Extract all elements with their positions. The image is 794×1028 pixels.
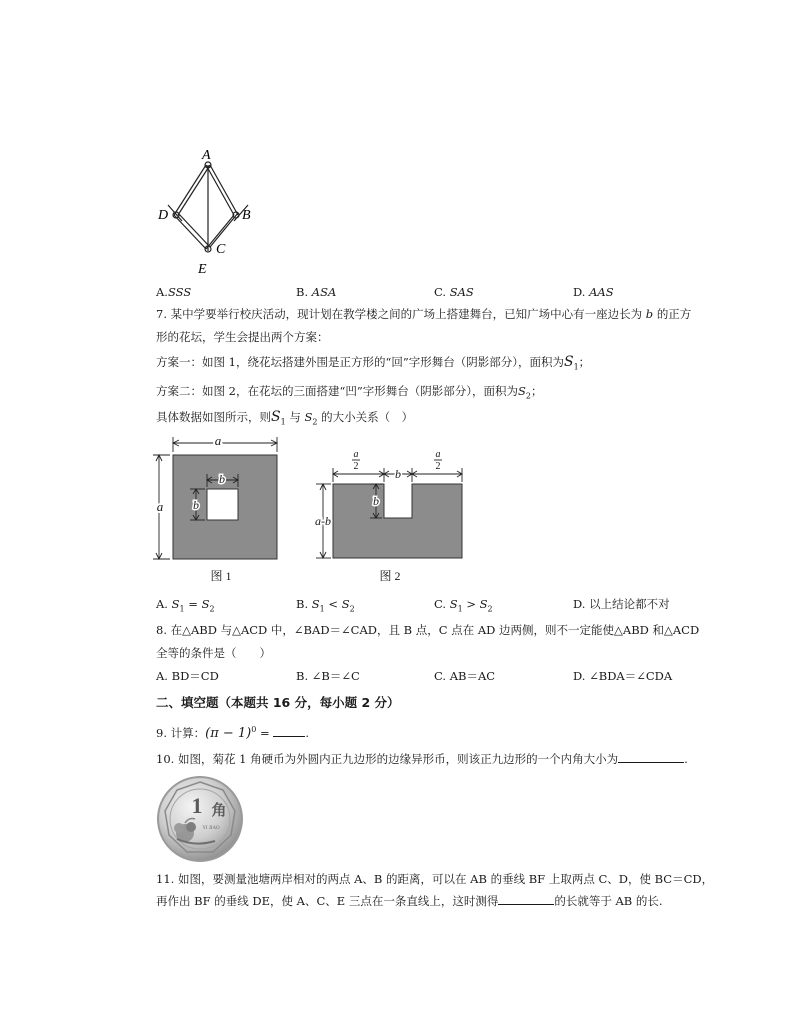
q6-option-d[interactable]: D. AAS [573,285,614,299]
fig2-label-b-left: b [373,494,379,508]
fig1-label-b-left: b [193,498,199,512]
q9: 9. 计算：$(\pi - 1)^0$ = . [156,725,309,741]
q7-plan2: 方案二：如图 2，在花坛的三面搭建“凹”字形舞台（阴影部分），面积为$S_2$； [156,384,543,401]
q6-option-b[interactable]: B. ASA [296,285,337,299]
q9-answer-blank[interactable] [273,725,305,737]
q7-line1: 7. 某中学要举行校庆活动，现计划在教学楼之间的广场上搭建舞台，已知广场中心有一座边长为 b 的正方 [156,307,692,321]
vertex-label-e: E [198,262,207,277]
q7-plan1: 方案一：如图 1，绕花坛搭建外围是正方形的“回”字形舞台（阴影部分），面积为$S_1$； [156,354,591,372]
coin-unit: 角 [211,803,227,819]
q8-option-a[interactable]: A. BD＝CD [156,669,219,683]
q8-line2: 全等的条件是（ ） [156,646,271,660]
fig1-caption: 图 1 [210,569,232,583]
fig2-half-num-left: a [353,452,359,460]
q7-option-d[interactable]: D. 以上结论都不对 [573,597,670,611]
q7-option-c[interactable]: C. $S_1 > S_2$ [434,597,493,614]
vertex-label-b: B [242,208,251,223]
q11-answer-blank[interactable] [498,893,554,905]
q7-line2: 形的花坛，学生会提出两个方案： [156,330,329,344]
fig1-label-a-left: a [156,499,164,514]
figure-2 [306,452,466,588]
q7-question: 具体数据如图所示，则$S_1$ 与 $S_2$ 的大小关系（ ） [156,409,414,427]
vertex-label-d: D [158,208,169,223]
q7-option-b[interactable]: B. $S_1 < S_2$ [296,597,355,614]
fig2-label-a-minus-b: a-b [315,514,331,528]
q11-line2: 再作出 BF 的垂线 DE，使 A、C、E 三点在一条直线上，这时测得 的长就等于 AB 的长. [156,894,663,908]
fig1-label-a-top: a [214,433,222,448]
figure-1 [150,432,285,590]
vertex-label-c: C [216,242,226,257]
q6-option-a[interactable]: A.SSS [156,285,192,299]
fig2-half-num-right: a [435,452,441,460]
fig2-caption: 图 2 [379,569,401,583]
fig2-label-b-top: b [395,467,401,481]
q11-line1: 11. 如图，要测量池塘两岸相对的两点 A、B 的距离，可以在 AB 的垂线 BF 上取两点 C、D，使 BC＝CD， [156,872,714,886]
q10-answer-blank[interactable] [618,751,684,763]
coin-denomination: 1 [191,793,203,818]
section-heading-fill-in: 二、填空题（本题共 16 分，每小题 2 分） [156,695,400,710]
q8-option-c[interactable]: C. AB＝AC [434,669,496,683]
q8-line1: 8. 在△ABD 与△ACD 中，∠BAD＝∠CAD，且 B 点，C 点在 AD 边两侧，则不一定能使△ABD 和△ACD [156,623,700,637]
q10: 10. 如图，菊花 1 角硬币为外圆内正九边形的边缘异形币，则该正九边形的一个内角大小为 . [156,752,688,766]
coin-pinyin: YI JIAO [202,826,220,831]
q7-option-a[interactable]: A. $S_1 = S_2$ [156,597,215,614]
fig2-half-den-right: 2 [435,461,441,472]
q6-option-c[interactable]: C. SAS [434,285,474,299]
kite-figure [150,145,270,280]
vertex-label-a: A [202,148,211,163]
fig2-half-den-left: 2 [353,461,359,472]
q8-option-b[interactable]: B. ∠B＝∠C [296,669,360,683]
fig1-label-b-top: b [219,472,225,486]
q8-option-d[interactable]: D. ∠BDA＝∠CDA [573,669,673,683]
coin-image [155,773,245,865]
